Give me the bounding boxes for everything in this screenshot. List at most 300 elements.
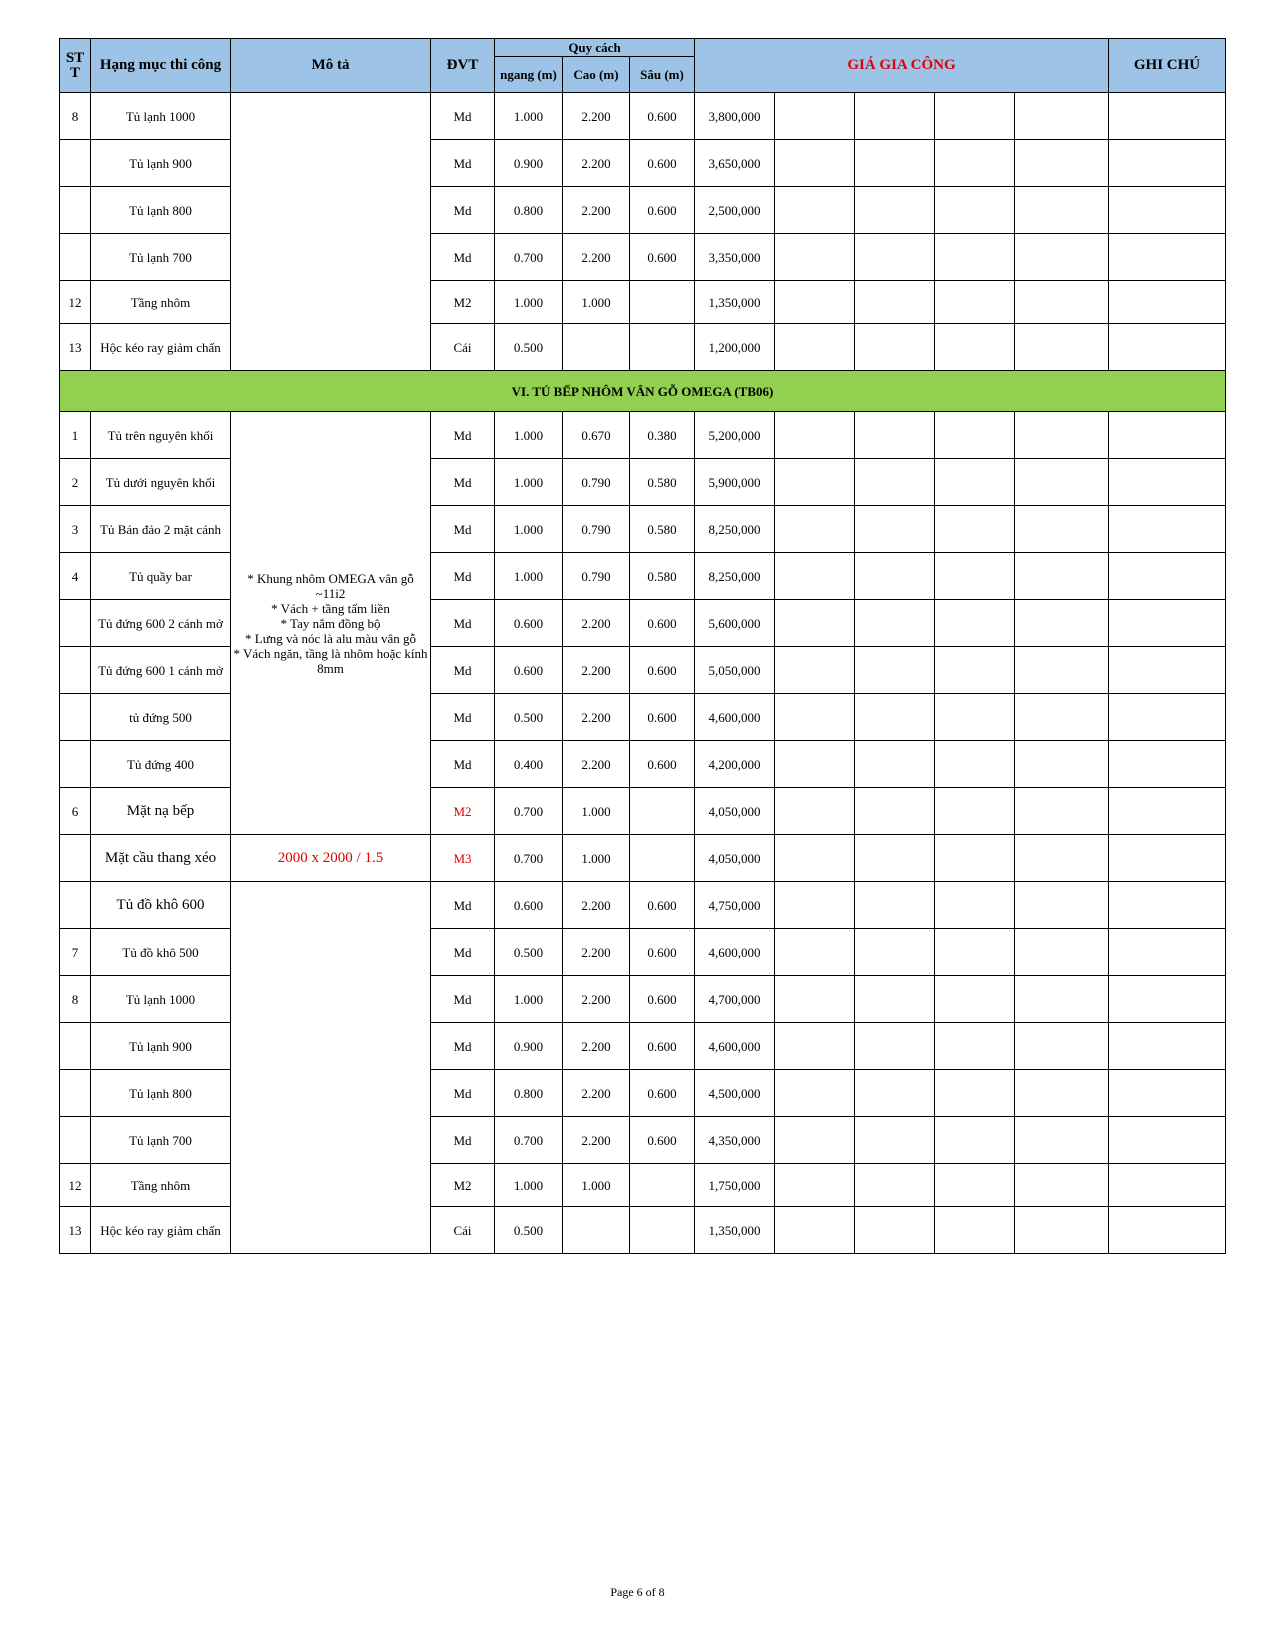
row-note xyxy=(1109,1207,1226,1254)
price-extra-cell xyxy=(775,553,855,600)
row-width: 0.700 xyxy=(495,234,563,281)
row-price: 8,250,000 xyxy=(695,506,775,553)
row-height: 1.000 xyxy=(563,281,630,324)
price-extra-cell xyxy=(855,788,935,835)
header-spec: Quy cách xyxy=(495,39,695,57)
price-extra-cell xyxy=(935,741,1015,788)
row-depth xyxy=(630,324,695,371)
row-item: Tủ lạnh 800 xyxy=(91,187,231,234)
row-item: Tủ quầy bar xyxy=(91,553,231,600)
row-height: 2.200 xyxy=(563,93,630,140)
price-extra-cell xyxy=(1015,459,1109,506)
desc-line: * Lưng và nóc là alu màu vân gỗ xyxy=(245,630,416,646)
row-width: 0.600 xyxy=(495,647,563,694)
price-extra-cell xyxy=(935,647,1015,694)
row-stt xyxy=(60,835,91,882)
price-extra-cell xyxy=(1015,694,1109,741)
row-unit: Md xyxy=(431,412,495,459)
row-unit: Md xyxy=(431,1023,495,1070)
row-stt xyxy=(60,187,91,234)
row-item: Tủ dưới nguyên khối xyxy=(91,459,231,506)
price-extra-cell xyxy=(855,1070,935,1117)
row-depth: 0.580 xyxy=(630,506,695,553)
price-extra-cell xyxy=(775,882,855,929)
row-width: 0.500 xyxy=(495,694,563,741)
row-stt: 2 xyxy=(60,459,91,506)
row-stt xyxy=(60,741,91,788)
price-extra-cell xyxy=(935,412,1015,459)
row-height: 2.200 xyxy=(563,741,630,788)
row-price: 1,200,000 xyxy=(695,324,775,371)
row-height: 2.200 xyxy=(563,882,630,929)
price-extra-cell xyxy=(935,459,1015,506)
row-price: 3,350,000 xyxy=(695,234,775,281)
row-note xyxy=(1109,459,1226,506)
price-extra-cell xyxy=(1015,234,1109,281)
table-header xyxy=(60,39,1226,93)
row-item: Hộc kéo ray giảm chấn xyxy=(91,1207,231,1254)
row-stt xyxy=(60,600,91,647)
price-extra-cell xyxy=(935,694,1015,741)
row-width: 0.900 xyxy=(495,1023,563,1070)
row-desc xyxy=(231,93,431,371)
row-unit: Md xyxy=(431,93,495,140)
row-width: 1.000 xyxy=(495,459,563,506)
table-row xyxy=(60,93,1226,140)
row-depth: 0.600 xyxy=(630,882,695,929)
row-item: Tủ lạnh 900 xyxy=(91,1023,231,1070)
price-extra-cell xyxy=(855,741,935,788)
row-height: 1.000 xyxy=(563,835,630,882)
row-price: 4,600,000 xyxy=(695,694,775,741)
row-price: 5,050,000 xyxy=(695,647,775,694)
price-extra-cell xyxy=(855,140,935,187)
row-note xyxy=(1109,882,1226,929)
row-price: 1,350,000 xyxy=(695,1207,775,1254)
row-height: 2.200 xyxy=(563,234,630,281)
price-extra-cell xyxy=(775,929,855,976)
row-depth: 0.600 xyxy=(630,234,695,281)
row-width: 1.000 xyxy=(495,506,563,553)
header-price: GIÁ GIA CÔNG xyxy=(695,39,1109,93)
price-extra-cell xyxy=(775,140,855,187)
row-note xyxy=(1109,234,1226,281)
table-row xyxy=(60,835,1226,882)
row-depth: 0.600 xyxy=(630,600,695,647)
row-depth: 0.600 xyxy=(630,741,695,788)
row-height: 2.200 xyxy=(563,1117,630,1164)
row-unit: Md xyxy=(431,553,495,600)
row-depth: 0.600 xyxy=(630,694,695,741)
row-note xyxy=(1109,741,1226,788)
price-extra-cell xyxy=(935,1207,1015,1254)
row-height: 2.200 xyxy=(563,187,630,234)
price-extra-cell xyxy=(775,459,855,506)
row-note xyxy=(1109,324,1226,371)
price-extra-cell xyxy=(935,553,1015,600)
row-price: 1,750,000 xyxy=(695,1164,775,1207)
row-unit: Md xyxy=(431,882,495,929)
price-extra-cell xyxy=(855,1117,935,1164)
row-unit: Cái xyxy=(431,324,495,371)
row-note xyxy=(1109,93,1226,140)
price-extra-cell xyxy=(855,459,935,506)
header-item: Hạng mục thi công xyxy=(91,39,231,93)
table-row xyxy=(60,882,1226,929)
row-price: 2,500,000 xyxy=(695,187,775,234)
price-extra-cell xyxy=(775,1207,855,1254)
row-stt xyxy=(60,1023,91,1070)
price-extra-cell xyxy=(855,506,935,553)
row-width: 0.800 xyxy=(495,187,563,234)
row-item: Mặt cầu thang xéo xyxy=(91,835,231,882)
row-price: 4,600,000 xyxy=(695,929,775,976)
price-extra-cell xyxy=(935,788,1015,835)
price-extra-cell xyxy=(775,1023,855,1070)
price-extra-cell xyxy=(1015,1070,1109,1117)
price-extra-cell xyxy=(1015,929,1109,976)
row-depth: 0.580 xyxy=(630,553,695,600)
price-extra-cell xyxy=(775,694,855,741)
row-item: Tủ lạnh 1000 xyxy=(91,976,231,1023)
row-price: 4,750,000 xyxy=(695,882,775,929)
row-item: Tủ trên nguyên khối xyxy=(91,412,231,459)
row-unit: Md xyxy=(431,1070,495,1117)
row-height: 2.200 xyxy=(563,600,630,647)
row-stt: 6 xyxy=(60,788,91,835)
price-extra-cell xyxy=(1015,412,1109,459)
price-extra-cell xyxy=(935,1164,1015,1207)
row-stt: 1 xyxy=(60,412,91,459)
row-desc-dimensions: 2000 x 2000 / 1.5 xyxy=(231,835,431,882)
price-extra-cell xyxy=(1015,1207,1109,1254)
price-extra-cell xyxy=(775,234,855,281)
row-stt xyxy=(60,647,91,694)
row-width: 0.900 xyxy=(495,140,563,187)
price-extra-cell xyxy=(1015,647,1109,694)
price-extra-cell xyxy=(855,93,935,140)
price-extra-cell xyxy=(855,694,935,741)
price-extra-cell xyxy=(935,976,1015,1023)
price-extra-cell xyxy=(935,281,1015,324)
row-width: 1.000 xyxy=(495,281,563,324)
row-height: 2.200 xyxy=(563,647,630,694)
row-note xyxy=(1109,412,1226,459)
row-depth xyxy=(630,1207,695,1254)
row-item: Tủ đứng 600 1 cánh mở xyxy=(91,647,231,694)
price-extra-cell xyxy=(855,929,935,976)
row-note xyxy=(1109,835,1226,882)
page-footer: Page 6 of 8 xyxy=(610,1585,665,1599)
row-depth: 0.600 xyxy=(630,140,695,187)
row-item: Tủ lạnh 700 xyxy=(91,234,231,281)
row-width: 0.500 xyxy=(495,929,563,976)
price-extra-cell xyxy=(935,187,1015,234)
row-item: Tủ đứng 600 2 cánh mở xyxy=(91,600,231,647)
desc-line: * Khung nhôm OMEGA vân gỗ ~11i2 xyxy=(247,570,414,601)
row-note xyxy=(1109,506,1226,553)
row-unit: Md xyxy=(431,187,495,234)
row-height: 1.000 xyxy=(563,788,630,835)
row-item: Tủ lạnh 700 xyxy=(91,1117,231,1164)
row-price: 4,700,000 xyxy=(695,976,775,1023)
row-stt: 13 xyxy=(60,324,91,371)
row-width: 0.700 xyxy=(495,1117,563,1164)
row-price: 5,200,000 xyxy=(695,412,775,459)
row-width: 0.400 xyxy=(495,741,563,788)
row-item: Tầng nhôm xyxy=(91,1164,231,1207)
row-price: 4,350,000 xyxy=(695,1117,775,1164)
row-height: 2.200 xyxy=(563,976,630,1023)
price-extra-cell xyxy=(855,553,935,600)
row-height: 2.200 xyxy=(563,694,630,741)
price-extra-cell xyxy=(775,835,855,882)
row-stt: 8 xyxy=(60,976,91,1023)
row-depth xyxy=(630,788,695,835)
table-body xyxy=(60,93,1226,1254)
row-stt xyxy=(60,1070,91,1117)
row-depth: 0.600 xyxy=(630,1117,695,1164)
row-unit: Md xyxy=(431,741,495,788)
row-height: 0.790 xyxy=(563,459,630,506)
row-unit: M2 xyxy=(431,1164,495,1207)
row-note xyxy=(1109,1023,1226,1070)
row-width: 0.700 xyxy=(495,788,563,835)
row-height: 2.200 xyxy=(563,140,630,187)
price-extra-cell xyxy=(1015,1117,1109,1164)
row-price: 4,050,000 xyxy=(695,788,775,835)
row-unit: Md xyxy=(431,506,495,553)
row-item: tủ đứng 500 xyxy=(91,694,231,741)
row-depth: 0.600 xyxy=(630,187,695,234)
row-unit: Md xyxy=(431,234,495,281)
price-extra-cell xyxy=(1015,553,1109,600)
row-depth: 0.580 xyxy=(630,459,695,506)
price-extra-cell xyxy=(855,187,935,234)
price-extra-cell xyxy=(775,324,855,371)
price-extra-cell xyxy=(1015,976,1109,1023)
header-depth: Sâu (m) xyxy=(630,57,695,93)
row-unit: Md xyxy=(431,1117,495,1164)
row-note xyxy=(1109,1117,1226,1164)
desc-line: * Vách ngăn, tầng là nhôm hoặc kính 8mm xyxy=(233,645,428,676)
price-extra-cell xyxy=(1015,506,1109,553)
row-depth xyxy=(630,1164,695,1207)
price-extra-cell xyxy=(775,647,855,694)
row-height xyxy=(563,324,630,371)
desc-line: * Vách + tầng tấm liền xyxy=(271,600,390,616)
row-width: 0.500 xyxy=(495,1207,563,1254)
price-extra-cell xyxy=(855,647,935,694)
row-width: 0.600 xyxy=(495,600,563,647)
price-extra-cell xyxy=(1015,835,1109,882)
row-depth: 0.600 xyxy=(630,1023,695,1070)
row-unit: Cái xyxy=(431,1207,495,1254)
row-stt xyxy=(60,694,91,741)
row-stt: 13 xyxy=(60,1207,91,1254)
price-extra-cell xyxy=(855,600,935,647)
row-height: 2.200 xyxy=(563,1070,630,1117)
section-header-row xyxy=(60,371,1226,412)
header-height: Cao (m) xyxy=(563,57,630,93)
header-desc: Mô tả xyxy=(231,39,431,93)
row-item: Tủ lạnh 900 xyxy=(91,140,231,187)
row-width: 0.600 xyxy=(495,882,563,929)
row-unit: M2 xyxy=(431,788,495,835)
price-extra-cell xyxy=(855,1207,935,1254)
row-depth: 0.600 xyxy=(630,976,695,1023)
row-height: 0.670 xyxy=(563,412,630,459)
row-desc-specs xyxy=(231,412,431,835)
row-item: Tủ lạnh 1000 xyxy=(91,93,231,140)
price-extra-cell xyxy=(935,140,1015,187)
price-extra-cell xyxy=(935,234,1015,281)
row-width: 1.000 xyxy=(495,93,563,140)
row-item: Tủ đứng 400 xyxy=(91,741,231,788)
price-extra-cell xyxy=(775,788,855,835)
price-extra-cell xyxy=(935,506,1015,553)
row-unit: Md xyxy=(431,140,495,187)
row-depth xyxy=(630,281,695,324)
row-unit: Md xyxy=(431,976,495,1023)
desc-line: * Tay nắm đồng bộ xyxy=(280,615,381,631)
row-price: 3,650,000 xyxy=(695,140,775,187)
price-extra-cell xyxy=(855,882,935,929)
price-extra-cell xyxy=(775,281,855,324)
price-extra-cell xyxy=(935,93,1015,140)
price-extra-cell xyxy=(1015,187,1109,234)
price-extra-cell xyxy=(1015,140,1109,187)
price-extra-cell xyxy=(935,1070,1015,1117)
row-item: Tủ đồ khô 600 xyxy=(91,882,231,929)
price-extra-cell xyxy=(935,600,1015,647)
price-extra-cell xyxy=(1015,882,1109,929)
row-stt xyxy=(60,1117,91,1164)
section-title: VI. TỦ BẾP NHÔM VÂN GỖ OMEGA (TB06) xyxy=(60,371,1226,412)
row-height: 0.790 xyxy=(563,506,630,553)
row-depth: 0.600 xyxy=(630,93,695,140)
row-stt xyxy=(60,234,91,281)
row-price: 5,900,000 xyxy=(695,459,775,506)
price-extra-cell xyxy=(935,324,1015,371)
price-extra-cell xyxy=(1015,600,1109,647)
row-note xyxy=(1109,647,1226,694)
price-table xyxy=(59,38,1226,1254)
row-unit: Md xyxy=(431,929,495,976)
price-extra-cell xyxy=(775,1070,855,1117)
row-stt: 12 xyxy=(60,1164,91,1207)
price-extra-cell xyxy=(1015,93,1109,140)
price-extra-cell xyxy=(775,976,855,1023)
row-unit: Md xyxy=(431,600,495,647)
row-note xyxy=(1109,553,1226,600)
row-unit: Md xyxy=(431,459,495,506)
row-height: 1.000 xyxy=(563,1164,630,1207)
price-extra-cell xyxy=(1015,1164,1109,1207)
row-depth: 0.600 xyxy=(630,647,695,694)
price-extra-cell xyxy=(855,1164,935,1207)
row-unit: Md xyxy=(431,694,495,741)
row-depth: 0.600 xyxy=(630,1070,695,1117)
row-desc xyxy=(231,882,431,1254)
row-price: 3,800,000 xyxy=(695,93,775,140)
row-note xyxy=(1109,140,1226,187)
row-width: 0.500 xyxy=(495,324,563,371)
row-height: 0.790 xyxy=(563,553,630,600)
row-stt xyxy=(60,882,91,929)
price-extra-cell xyxy=(935,882,1015,929)
row-item: Tủ lạnh 800 xyxy=(91,1070,231,1117)
row-note xyxy=(1109,788,1226,835)
row-unit: Md xyxy=(431,647,495,694)
row-item: Tủ Bán đảo 2 mặt cánh xyxy=(91,506,231,553)
price-extra-cell xyxy=(775,93,855,140)
price-extra-cell xyxy=(855,234,935,281)
header-note: GHI CHÚ xyxy=(1109,39,1226,93)
row-stt: 8 xyxy=(60,93,91,140)
row-stt: 4 xyxy=(60,553,91,600)
price-extra-cell xyxy=(1015,1023,1109,1070)
row-width: 0.700 xyxy=(495,835,563,882)
price-extra-cell xyxy=(1015,788,1109,835)
header-stt: ST T xyxy=(60,39,91,93)
row-price: 1,350,000 xyxy=(695,281,775,324)
price-extra-cell xyxy=(775,600,855,647)
row-depth: 0.600 xyxy=(630,929,695,976)
price-extra-cell xyxy=(775,412,855,459)
row-stt xyxy=(60,140,91,187)
price-extra-cell xyxy=(855,1023,935,1070)
row-stt: 7 xyxy=(60,929,91,976)
row-price: 4,050,000 xyxy=(695,835,775,882)
price-extra-cell xyxy=(1015,324,1109,371)
price-extra-cell xyxy=(855,835,935,882)
row-note xyxy=(1109,976,1226,1023)
row-depth xyxy=(630,835,695,882)
row-note xyxy=(1109,1164,1226,1207)
row-unit: M2 xyxy=(431,281,495,324)
price-extra-cell xyxy=(855,324,935,371)
row-price: 8,250,000 xyxy=(695,553,775,600)
row-item: Tầng nhôm xyxy=(91,281,231,324)
row-item: Tủ đồ khô 500 xyxy=(91,929,231,976)
row-price: 4,500,000 xyxy=(695,1070,775,1117)
price-extra-cell xyxy=(775,1164,855,1207)
row-price: 4,200,000 xyxy=(695,741,775,788)
price-extra-cell xyxy=(935,835,1015,882)
price-extra-cell xyxy=(775,506,855,553)
row-price: 5,600,000 xyxy=(695,600,775,647)
row-width: 1.000 xyxy=(495,1164,563,1207)
row-note xyxy=(1109,600,1226,647)
header-width: ngang (m) xyxy=(495,57,563,93)
price-extra-cell xyxy=(855,281,935,324)
price-extra-cell xyxy=(775,741,855,788)
price-extra-cell xyxy=(1015,741,1109,788)
row-item: Mặt nạ bếp xyxy=(91,788,231,835)
price-extra-cell xyxy=(935,1023,1015,1070)
price-extra-cell xyxy=(935,1117,1015,1164)
row-width: 1.000 xyxy=(495,412,563,459)
row-depth: 0.380 xyxy=(630,412,695,459)
table-row xyxy=(60,412,1226,459)
row-unit: M3 xyxy=(431,835,495,882)
price-extra-cell xyxy=(855,412,935,459)
header-unit: ĐVT xyxy=(431,39,495,93)
row-note xyxy=(1109,694,1226,741)
row-stt: 3 xyxy=(60,506,91,553)
price-extra-cell xyxy=(1015,281,1109,324)
